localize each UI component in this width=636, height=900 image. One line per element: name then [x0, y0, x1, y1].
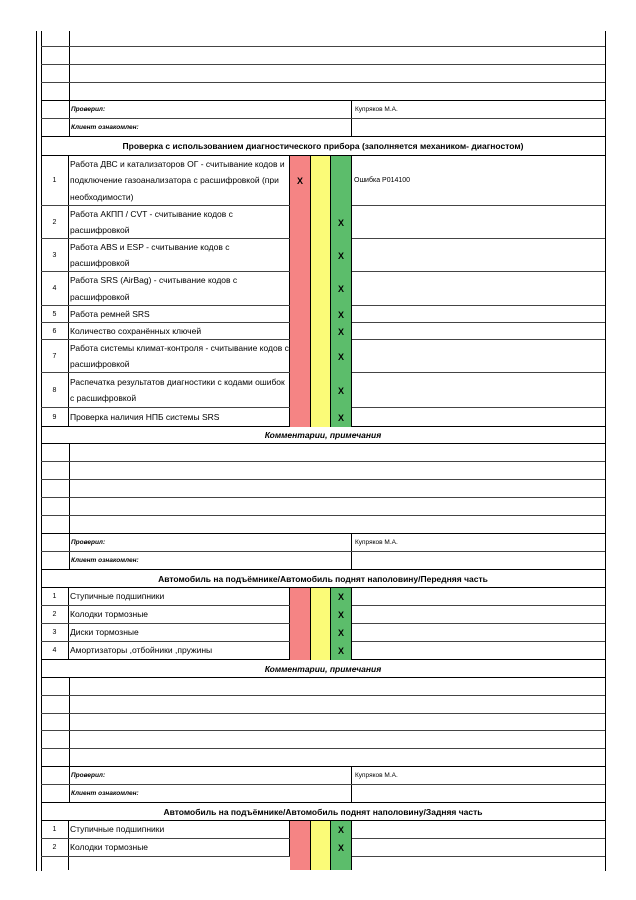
checklist-row — [41, 323, 605, 340]
checked-by-label: Проверил: — [70, 534, 352, 551]
checked-by-value[interactable]: Купряков М.А. — [355, 106, 398, 113]
row-number: 5 — [41, 306, 69, 322]
comment-row[interactable] — [41, 444, 605, 462]
row-description: Ступичные подшипники — [69, 588, 290, 605]
checklist-row — [41, 588, 605, 606]
checklist-row-partial — [41, 857, 605, 870]
status-green-cell[interactable] — [331, 857, 352, 870]
checked-by-row — [41, 534, 605, 552]
status-red-cell[interactable] — [290, 857, 311, 870]
checklist-row — [41, 839, 605, 857]
comment-row[interactable] — [41, 516, 605, 534]
comment-row[interactable] — [41, 480, 605, 498]
row-number: 1 — [41, 821, 69, 838]
checklist-row — [41, 306, 605, 323]
status-yellow-cell[interactable] — [311, 408, 331, 427]
row-description: Работа системы климат-контроля - считывание кодов с расшифровкой — [69, 340, 290, 372]
status-red-cell[interactable] — [290, 206, 311, 239]
status-red-cell[interactable]: X — [290, 156, 311, 206]
status-yellow-cell[interactable] — [311, 306, 331, 323]
status-yellow-cell[interactable] — [311, 839, 331, 857]
client-ack-label: Клиент ознакомлен: — [70, 552, 352, 569]
row-description: Работа SRS (AirBag) - считывание кодов с расшифровкой — [69, 272, 290, 305]
client-ack-label: Клиент ознакомлен: — [70, 785, 352, 802]
comment-row[interactable] — [41, 678, 605, 696]
checklist-row — [41, 272, 605, 306]
status-yellow-cell[interactable] — [311, 272, 331, 306]
row-description: Распечатка результатов диагностики с кодами ошибок с расшифровкой — [69, 373, 290, 407]
checked-by-label: Проверил: — [70, 101, 352, 118]
outer-left-line — [36, 31, 37, 871]
status-green-cell[interactable]: X — [331, 272, 352, 306]
status-red-cell[interactable] — [290, 588, 311, 606]
row-number: 8 — [41, 373, 69, 407]
row-note[interactable]: Ошибка P014100 — [354, 177, 411, 184]
status-green-cell[interactable]: X — [331, 624, 352, 642]
status-yellow-cell[interactable] — [311, 373, 331, 408]
checked-by-row — [41, 101, 605, 119]
row-number: 2 — [41, 839, 69, 856]
row-description: Работа ремней SRS — [69, 306, 290, 322]
status-green-cell[interactable]: X — [331, 306, 352, 323]
checklist-row — [41, 156, 605, 206]
checklist-row — [41, 624, 605, 642]
status-green-cell[interactable]: X — [331, 642, 352, 660]
comment-row[interactable] — [41, 749, 605, 767]
status-green-cell[interactable]: X — [331, 373, 352, 408]
blank-row[interactable] — [41, 47, 605, 65]
row-description: Амортизаторы ,отбойники ,пружины — [69, 642, 290, 659]
comments-title: Комментарии, примечания — [41, 660, 605, 678]
checklist-row — [41, 408, 605, 427]
status-yellow-cell[interactable] — [311, 642, 331, 660]
status-green-cell[interactable]: X — [331, 588, 352, 606]
row-number: 1 — [41, 588, 69, 605]
status-yellow-cell[interactable] — [311, 588, 331, 606]
status-yellow-cell[interactable] — [311, 340, 331, 373]
comment-row[interactable] — [41, 731, 605, 749]
status-green-cell[interactable]: X — [331, 323, 352, 340]
row-description: Колодки тормозные — [69, 606, 290, 623]
row-description: Колодки тормозные — [69, 839, 290, 856]
status-yellow-cell[interactable] — [311, 606, 331, 624]
status-green-cell[interactable]: X — [331, 206, 352, 239]
status-red-cell[interactable] — [290, 340, 311, 373]
status-yellow-cell[interactable] — [311, 239, 331, 272]
comment-row[interactable] — [41, 498, 605, 516]
checklist-row — [41, 606, 605, 624]
checked-by-value[interactable]: Купряков М.А. — [355, 772, 398, 779]
section-title-rear: Автомобиль на подъёмнике/Автомобиль поднят наполовину/Задняя часть — [41, 803, 605, 821]
checklist-row — [41, 373, 605, 408]
status-green-cell[interactable]: X — [331, 239, 352, 272]
row-description: Работа АКПП / CVT - считывание кодов с расшифровкой — [69, 206, 290, 238]
status-red-cell[interactable] — [290, 606, 311, 624]
row-description: Работа ДВС и катализаторов ОГ - считывание кодов и подключение газоанализатора с расшифровкой (при необходимости) — [69, 156, 290, 205]
status-red-cell[interactable] — [290, 239, 311, 272]
status-red-cell[interactable] — [290, 323, 311, 340]
status-green-cell[interactable]: X — [331, 606, 352, 624]
section-title-diagnostics: Проверка с использованием диагностического прибора (заполняется механиком- диагностом) — [41, 137, 605, 156]
row-number: 1 — [41, 156, 69, 205]
row-number: 6 — [41, 323, 69, 339]
status-yellow-cell[interactable] — [311, 323, 331, 340]
row-number: 7 — [41, 340, 69, 372]
client-ack-row — [41, 785, 605, 803]
status-green-cell[interactable] — [331, 156, 352, 206]
row-number: 4 — [41, 642, 69, 659]
row-description: Количество сохранённых ключей — [69, 323, 290, 339]
checked-by-row — [41, 767, 605, 785]
right-border-line — [605, 31, 606, 871]
status-yellow-cell[interactable] — [311, 206, 331, 239]
status-yellow-cell[interactable] — [311, 821, 331, 839]
client-ack-row — [41, 119, 605, 137]
status-yellow-cell[interactable] — [311, 857, 331, 870]
comment-row[interactable] — [41, 462, 605, 480]
checklist-row — [41, 239, 605, 272]
checklist-row — [41, 206, 605, 239]
blank-row[interactable] — [41, 31, 605, 47]
client-ack-row — [41, 552, 605, 570]
status-red-cell[interactable] — [290, 642, 311, 660]
row-number: 3 — [41, 239, 69, 271]
status-red-cell[interactable] — [290, 839, 311, 857]
comments-title: Комментарии, примечания — [41, 427, 605, 444]
status-red-cell[interactable] — [290, 306, 311, 323]
row-description: Диски тормозные — [69, 624, 290, 641]
status-green-cell[interactable]: X — [331, 839, 352, 857]
row-number: 2 — [41, 206, 69, 238]
status-yellow-cell[interactable] — [311, 624, 331, 642]
comment-row[interactable] — [41, 714, 605, 731]
comment-row[interactable] — [41, 696, 605, 714]
checklist-row — [41, 642, 605, 660]
status-green-cell[interactable]: X — [331, 408, 352, 427]
checked-by-value[interactable]: Купряков М.А. — [355, 539, 398, 546]
checklist-row — [41, 821, 605, 839]
row-description: Проверка наличия НПБ системы SRS — [69, 408, 290, 426]
blank-row[interactable] — [41, 83, 605, 101]
row-description: Работа ABS и ESP - считывание кодов с расшифровкой — [69, 239, 290, 271]
row-description: Ступичные подшипники — [69, 821, 290, 838]
row-number: 4 — [41, 272, 69, 305]
status-red-cell[interactable] — [290, 272, 311, 306]
section-title-front: Автомобиль на подъёмнике/Автомобиль поднят наполовину/Передняя часть — [41, 570, 605, 588]
client-ack-label: Клиент ознакомлен: — [70, 119, 352, 136]
status-green-cell[interactable]: X — [331, 821, 352, 839]
checklist-row — [41, 340, 605, 373]
blank-row[interactable] — [41, 65, 605, 83]
status-red-cell[interactable] — [290, 821, 311, 839]
status-red-cell[interactable] — [290, 408, 311, 427]
checked-by-label: Проверил: — [70, 767, 352, 784]
status-green-cell[interactable]: X — [331, 340, 352, 373]
row-number: 3 — [41, 624, 69, 641]
row-number: 2 — [41, 606, 69, 623]
status-red-cell[interactable] — [290, 373, 311, 408]
status-yellow-cell[interactable] — [311, 156, 331, 206]
status-red-cell[interactable] — [290, 624, 311, 642]
row-number: 9 — [41, 408, 69, 426]
